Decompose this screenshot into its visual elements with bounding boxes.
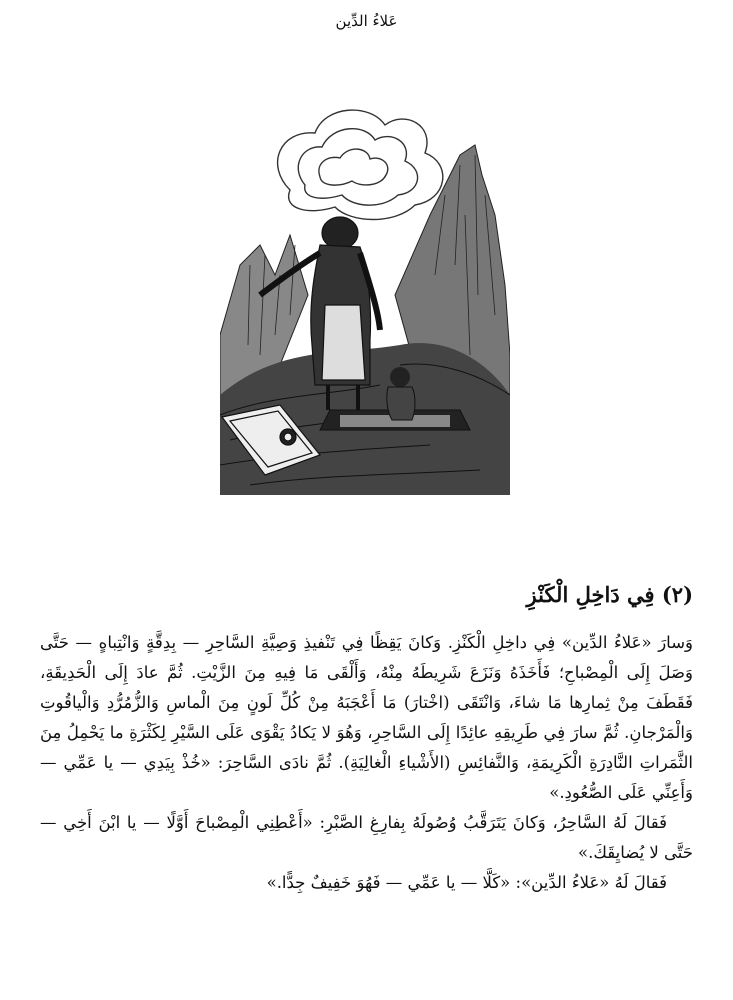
paragraph: فَقالَ لَهُ السَّاحِرُ، وَكانَ يَتَرَقَّبُ وُصُولَهُ بِفارِغِ الصَّبْرِ: «أَعْطِنِي الْمِصْباحَ أَوَّلًا — يا ابْنَ أَخِي — حَتَّى لا يُضايِقَكَ.»	[40, 813, 693, 862]
paragraph: فَقالَ لَهُ «عَلاءُ الدِّين»: «كَلَّا — يا عَمِّي — فَهُوَ خَفِيفٌ جِدًّا.»	[266, 873, 667, 892]
running-header: عَلاءُ الدِّين	[335, 12, 398, 30]
chapter-title: (٢) فِي دَاخِلِ الْكَنْزِ	[526, 582, 693, 607]
engraving-sorcerer-at-treasure-cave-entrance-icon	[220, 95, 510, 495]
chapter-body	[40, 628, 693, 898]
paragraph: وَسارَ «عَلاءُ الدِّين» فِي داخِلِ الْكَنْزِ. وَكانَ يَقِظًا فِي تَنْفيذِ وَصِيَّةِ السَّاحِرِ — بِدِقَّةٍ وَانْتِباهٍ — حَتَّى وَصَلَ إِلَى الْمِصْباحِ؛ فَأَخَذَهُ وَنَزَعَ شَرِيطَهُ مِنْهُ، وَأَلْقَى مَا فِيهِ مِنَ الزَّيْتِ. ثُمَّ عادَ إِلَى الْحَدِيقَةِ، فَقَطَفَ مِنْ ثِمارِها مَا شاءَ، وَانْتَقَى (اخْتارَ) مَا أَعْجَبَهُ مِنْ كُلِّ لَونٍ مِنَ الْماسِ وَالزُّمُرُّدِ وَالْياقُوتِ وَالْمَرْجانِ. ثُمَّ سارَ فِي طَرِيقِهِ عائِدًا إِلَى السَّاحِرِ، وَهُوَ لا يَكادُ يَقْوَى عَلَى السَّيْرِ لِكَثْرَةِ ما يَحْمِلُ مِنَ الثَّمَراتِ النَّادِرَةِ الْكَرِيمَةِ، وَالنَّفائِسِ (الأَشْياءِ الْغالِيَةِ). ثُمَّ نادَى السَّاحِرَ: «خُذْ بِيَدِي — يا عَمِّي — وَأَعِنِّي عَلَى الصُّعُودِ.»	[40, 633, 693, 802]
